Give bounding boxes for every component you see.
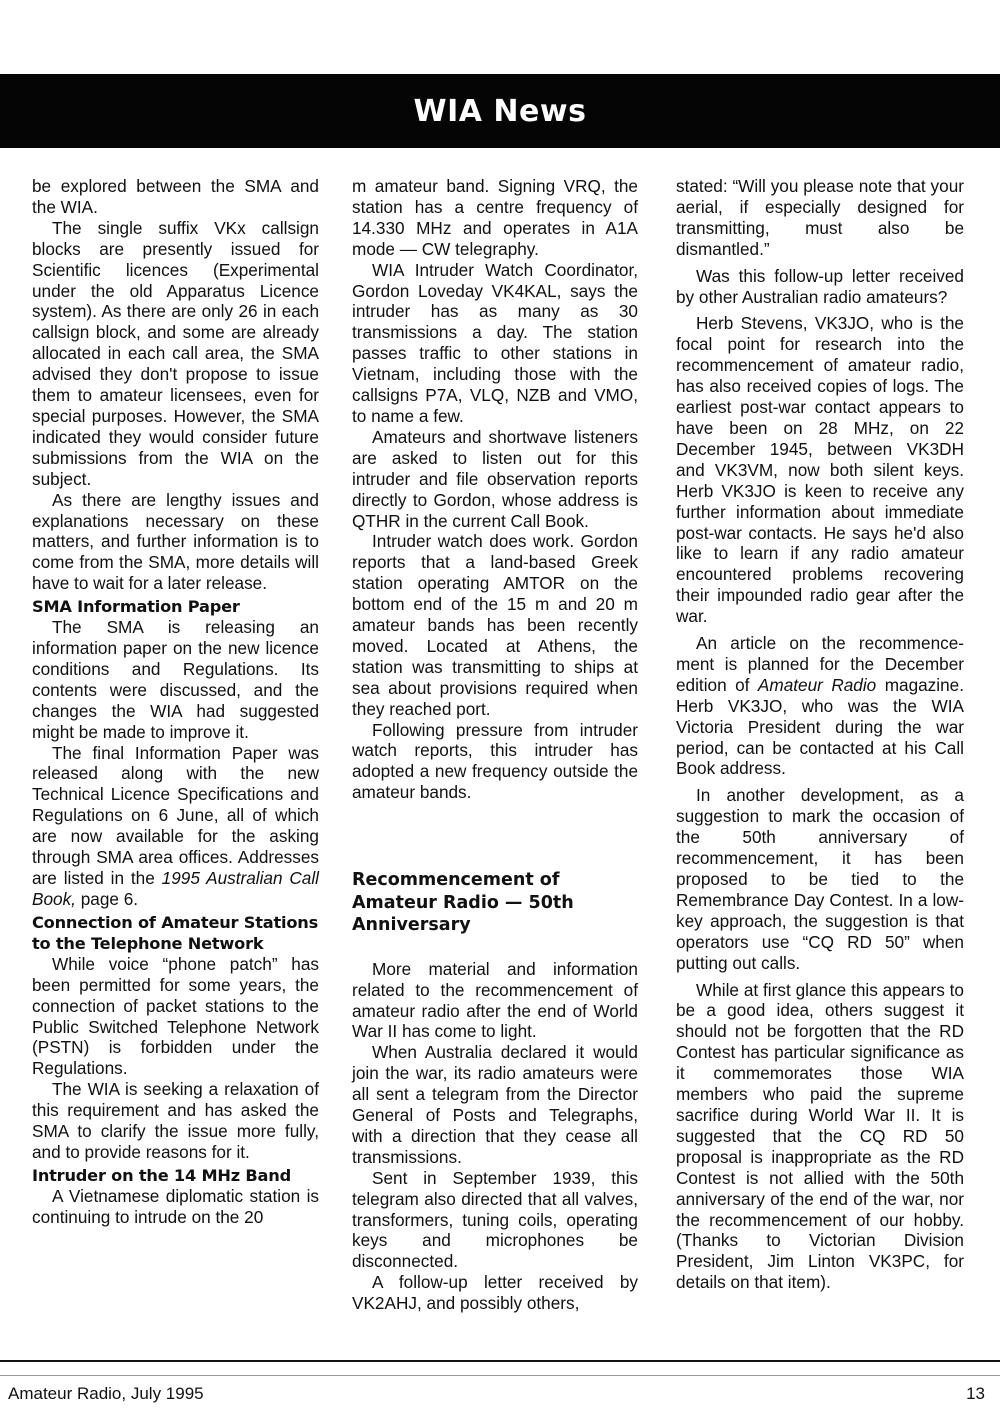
paragraph: Sent in September 1939, this telegram also directed that all valves, transformers, tuning coils, operating keys and microphones be disconnected.: [352, 1167, 638, 1272]
paragraph: stated: “Will you please note that your aerial, if especially designed for transmitting, must also be dismantled.”: [676, 176, 964, 259]
column-2: [352, 176, 638, 1314]
footer-rule-thin: [0, 1375, 1000, 1376]
paragraph: While voice “phone patch” has been permitted for some years, the connection of packet stations to the Public Switched Telephone Network (PSTN) is forbidden under the Regulations.: [32, 953, 319, 1079]
paragraph: [32, 743, 319, 910]
subheading-intruder: Intruder on the 14 MHz Band: [32, 1165, 291, 1185]
paragraph: The SMA is releasing an information paper on the new licence conditions and Regulations. Its contents were discussed, and the changes the WIA had suggested might be made to improve it.: [32, 617, 319, 742]
paragraph: Herb Stevens, VK3JO, who is the focal point for research into the recommencement of amateur radio, has also received copies of logs. The earliest post-war contact appears to have been on 28 MHz, on 22 December 1945, between VK3DH and VK3VM, now both silent keys. Herb VK3JO is keen to receive any further information about immediate post-war contacts. He says he'd also like to learn if any radio amateur encountered problems recovering their impounded radio gear after the war.: [676, 313, 964, 627]
section-banner: [0, 74, 1000, 148]
section-title: WIA News: [413, 93, 587, 129]
paragraph: While at first glance this appears to be a good idea, others suggest it should not be forgotten that the RD Contest has particular significance as it commemorates those WIA members who paid the supreme sacrifice during World War II. It is suggested that the CQ RD 50 proposal is inappropriate as the RD Contest is not allied with the 50th anniversary of the end of the war, nor the recommencement of our hobby. (Thanks to Victorian Division President, Jim Linton VK3PC, for details on that item).: [676, 979, 964, 1293]
paragraph: A follow-up letter received by VK2AHJ, and possibly others,: [352, 1272, 638, 1314]
paragraph: [676, 633, 964, 779]
text-run: An article on the recommence-ment is planned for the December edition of: [676, 633, 964, 695]
magazine-title: Amateur Radio: [757, 674, 877, 695]
subheading-sma-information-paper: SMA Information Paper: [32, 597, 240, 617]
footer-publication: Amateur Radio, July 1995: [8, 1384, 204, 1403]
paragraph: be explored between the SMA and the WIA.: [32, 176, 319, 217]
paragraph: A Vietnamese diplomatic station is continuing to intrude on the 20: [32, 1185, 319, 1227]
paragraph: WIA Intruder Watch Coordinator, Gordon Loveday VK4KAL, says the intruder has as many as 30 transmissions a day. The station passes traffic to other stations in Vietnam, including those with the callsigns P7A, VLQ, NZB and VMO, to name a few.: [352, 259, 638, 426]
heading-recommencement: Recommencement of Amateur Radio — 50th Anniversary: [352, 870, 574, 936]
column-1: [32, 176, 319, 1228]
paragraph: The WIA is seeking a relaxation of this requirement and has asked the SMA to clarify the issue more fully, and to provide reasons for it.: [32, 1079, 319, 1162]
paragraph: More material and information related to the recommencement of amateur radio after the end of World War II has come to light.: [352, 958, 638, 1042]
text-run: magazine. Herb VK3JO, who was the WIA Victoria President during the war period, can be contacted at his Call Book address.: [676, 674, 964, 779]
paragraph: When Australia declared it would join the war, its radio amateurs were all sent a telegram from the Director General of Posts and Telegraphs, with a direction that they cease all transmissions.: [352, 1042, 638, 1167]
book-title: 1995 Australian Call Book,: [32, 868, 319, 909]
paragraph: The single suffix VKx callsign blocks are presently issued for Scientific licences (Experimental under the old Apparatus Licence system). As there are only 26 in each callsign block, and some are already allocated in each call area, the SMA advised they don't propose to issue them to amateur licensees, even for special purposes. However, the SMA indicated they would consider future submissions from the WIA on the subject.: [32, 217, 319, 489]
text-run: The final Information Paper was released along with the new Technical Licence Specifications and Regulations on 6 June, all of which are now available for the asking through SMA area offices. Addresses are listed in the: [32, 742, 319, 888]
paragraph: Following pressure from intruder watch reports, this intruder has adopted a new frequency outside the amateur bands.: [352, 719, 638, 803]
paragraph: Intruder watch does work. Gordon reports that a land-based Greek station operating AMTOR on the bottom end of the 15 m and 20 m amateur bands has been recently moved. Located at Athens, the station was transmitting to ships at sea about provisions required when they reached port.: [352, 531, 638, 719]
page-number: 13: [966, 1384, 985, 1403]
text-run: page 6.: [75, 888, 139, 909]
paragraph: Was this follow-up letter received by other Australian radio amateurs?: [676, 265, 964, 307]
paragraph: In another development, as a suggestion to mark the occasion of the 50th anniversary of recommencement, it has been proposed to be tied to the Remembrance Day Contest. In a low-key approach, the suggestion is that operators use “CQ RD 50” when putting out calls.: [676, 785, 964, 973]
paragraph: As there are lengthy issues and explanations necessary on these matters, and further information is to come from the SMA, more details will have to wait for a later release.: [32, 489, 319, 594]
paragraph: Amateurs and shortwave listeners are asked to listen out for this intruder and file observation reports directly to Gordon, whose address is QTHR in the current Call Book.: [352, 426, 638, 531]
subheading-telephone-network: Connection of Amateur Stations to the Telephone Network: [32, 912, 319, 953]
footer-rule: [0, 1360, 1000, 1362]
paragraph: m amateur band. Signing VRQ, the station has a centre frequency of 14.330 MHz and operates in A1A mode — CW telegraphy.: [352, 176, 638, 259]
column-3: [676, 176, 964, 1293]
